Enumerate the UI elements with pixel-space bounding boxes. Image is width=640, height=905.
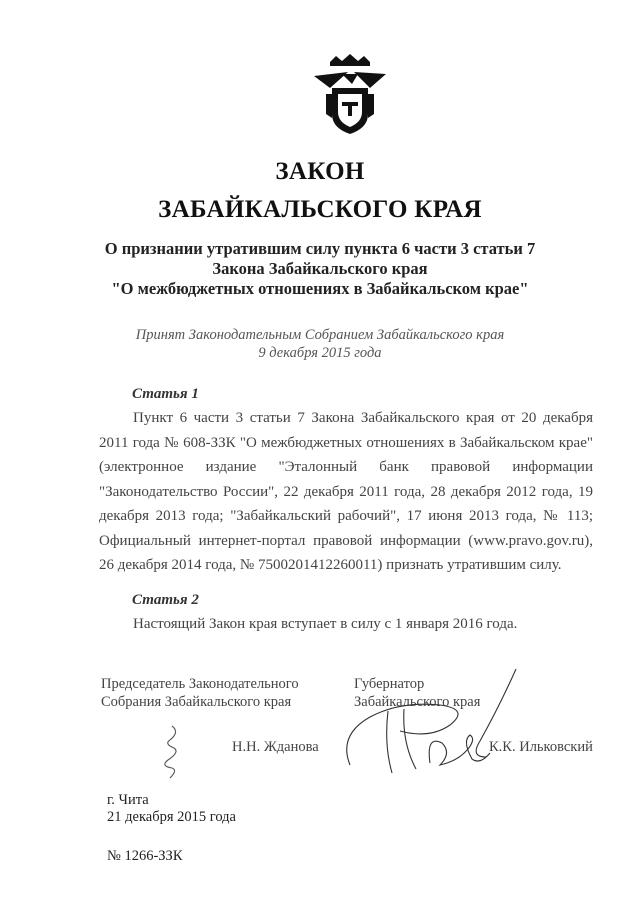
adopted-note-line1: Принят Законодательным Собранием Забайкальского края xyxy=(135,327,505,343)
chair-name: Н.Н. Жданова xyxy=(232,739,319,755)
law-subtitle-line2: Закона Забайкальского края xyxy=(212,259,428,278)
chair-title-line1: Председатель Законодательного xyxy=(101,676,299,692)
law-title-line2: ЗАБАЙКАЛЬСКОГО КРАЯ xyxy=(158,196,482,223)
adopted-note-line2: 9 декабря 2015 года xyxy=(258,345,382,361)
chair-signature-icon xyxy=(150,722,190,782)
coat-of-arms-icon xyxy=(312,54,388,136)
governor-title-line2: Забайкальского края xyxy=(354,694,481,710)
law-subtitle-line1: О признании утратившим силу пункта 6 части 3 статьи 7 xyxy=(104,239,536,258)
governor-signature-icon xyxy=(330,665,530,785)
law-number: № 1266-ЗЗК xyxy=(107,848,183,864)
article-2-text: Настоящий Закон края вступает в силу с 1 января 2016 года. xyxy=(133,616,518,632)
law-title-line1: ЗАКОН xyxy=(275,158,365,185)
article-1-heading: Статья 1 xyxy=(132,386,199,402)
law-subtitle-line3: "О межбюджетных отношениях в Забайкальском крае" xyxy=(111,279,529,298)
article-2-heading: Статья 2 xyxy=(132,592,199,608)
governor-title-line1: Губернатор xyxy=(354,676,425,692)
sign-date: 21 декабря 2015 года xyxy=(107,809,236,825)
article-1-text: Пункт 6 части 3 статьи 7 Закона Забайкальского края от 20 декабря 2011 года № 608-ЗЗК "О межбюджетных отношениях в Забайкальском крае" (электронное издание "Эталонный банк правовой информации "Законодательство России", 22 декабря 2011 года, 28 декабря 2012 года, 19 декабря 2013 года; "Забайкальский рабочий", 17 июня 2013 года, № 113; Официальный интернет-портал правовой информации (www.pravo.gov.ru), 26 декабря 2014 года, № 7500201412260011) признать утратившим силу. xyxy=(99,410,593,573)
governor-name: К.К. Ильковский xyxy=(489,739,593,755)
city: г. Чита xyxy=(107,792,149,808)
chair-title-line2: Собрания Забайкальского края xyxy=(101,694,292,710)
